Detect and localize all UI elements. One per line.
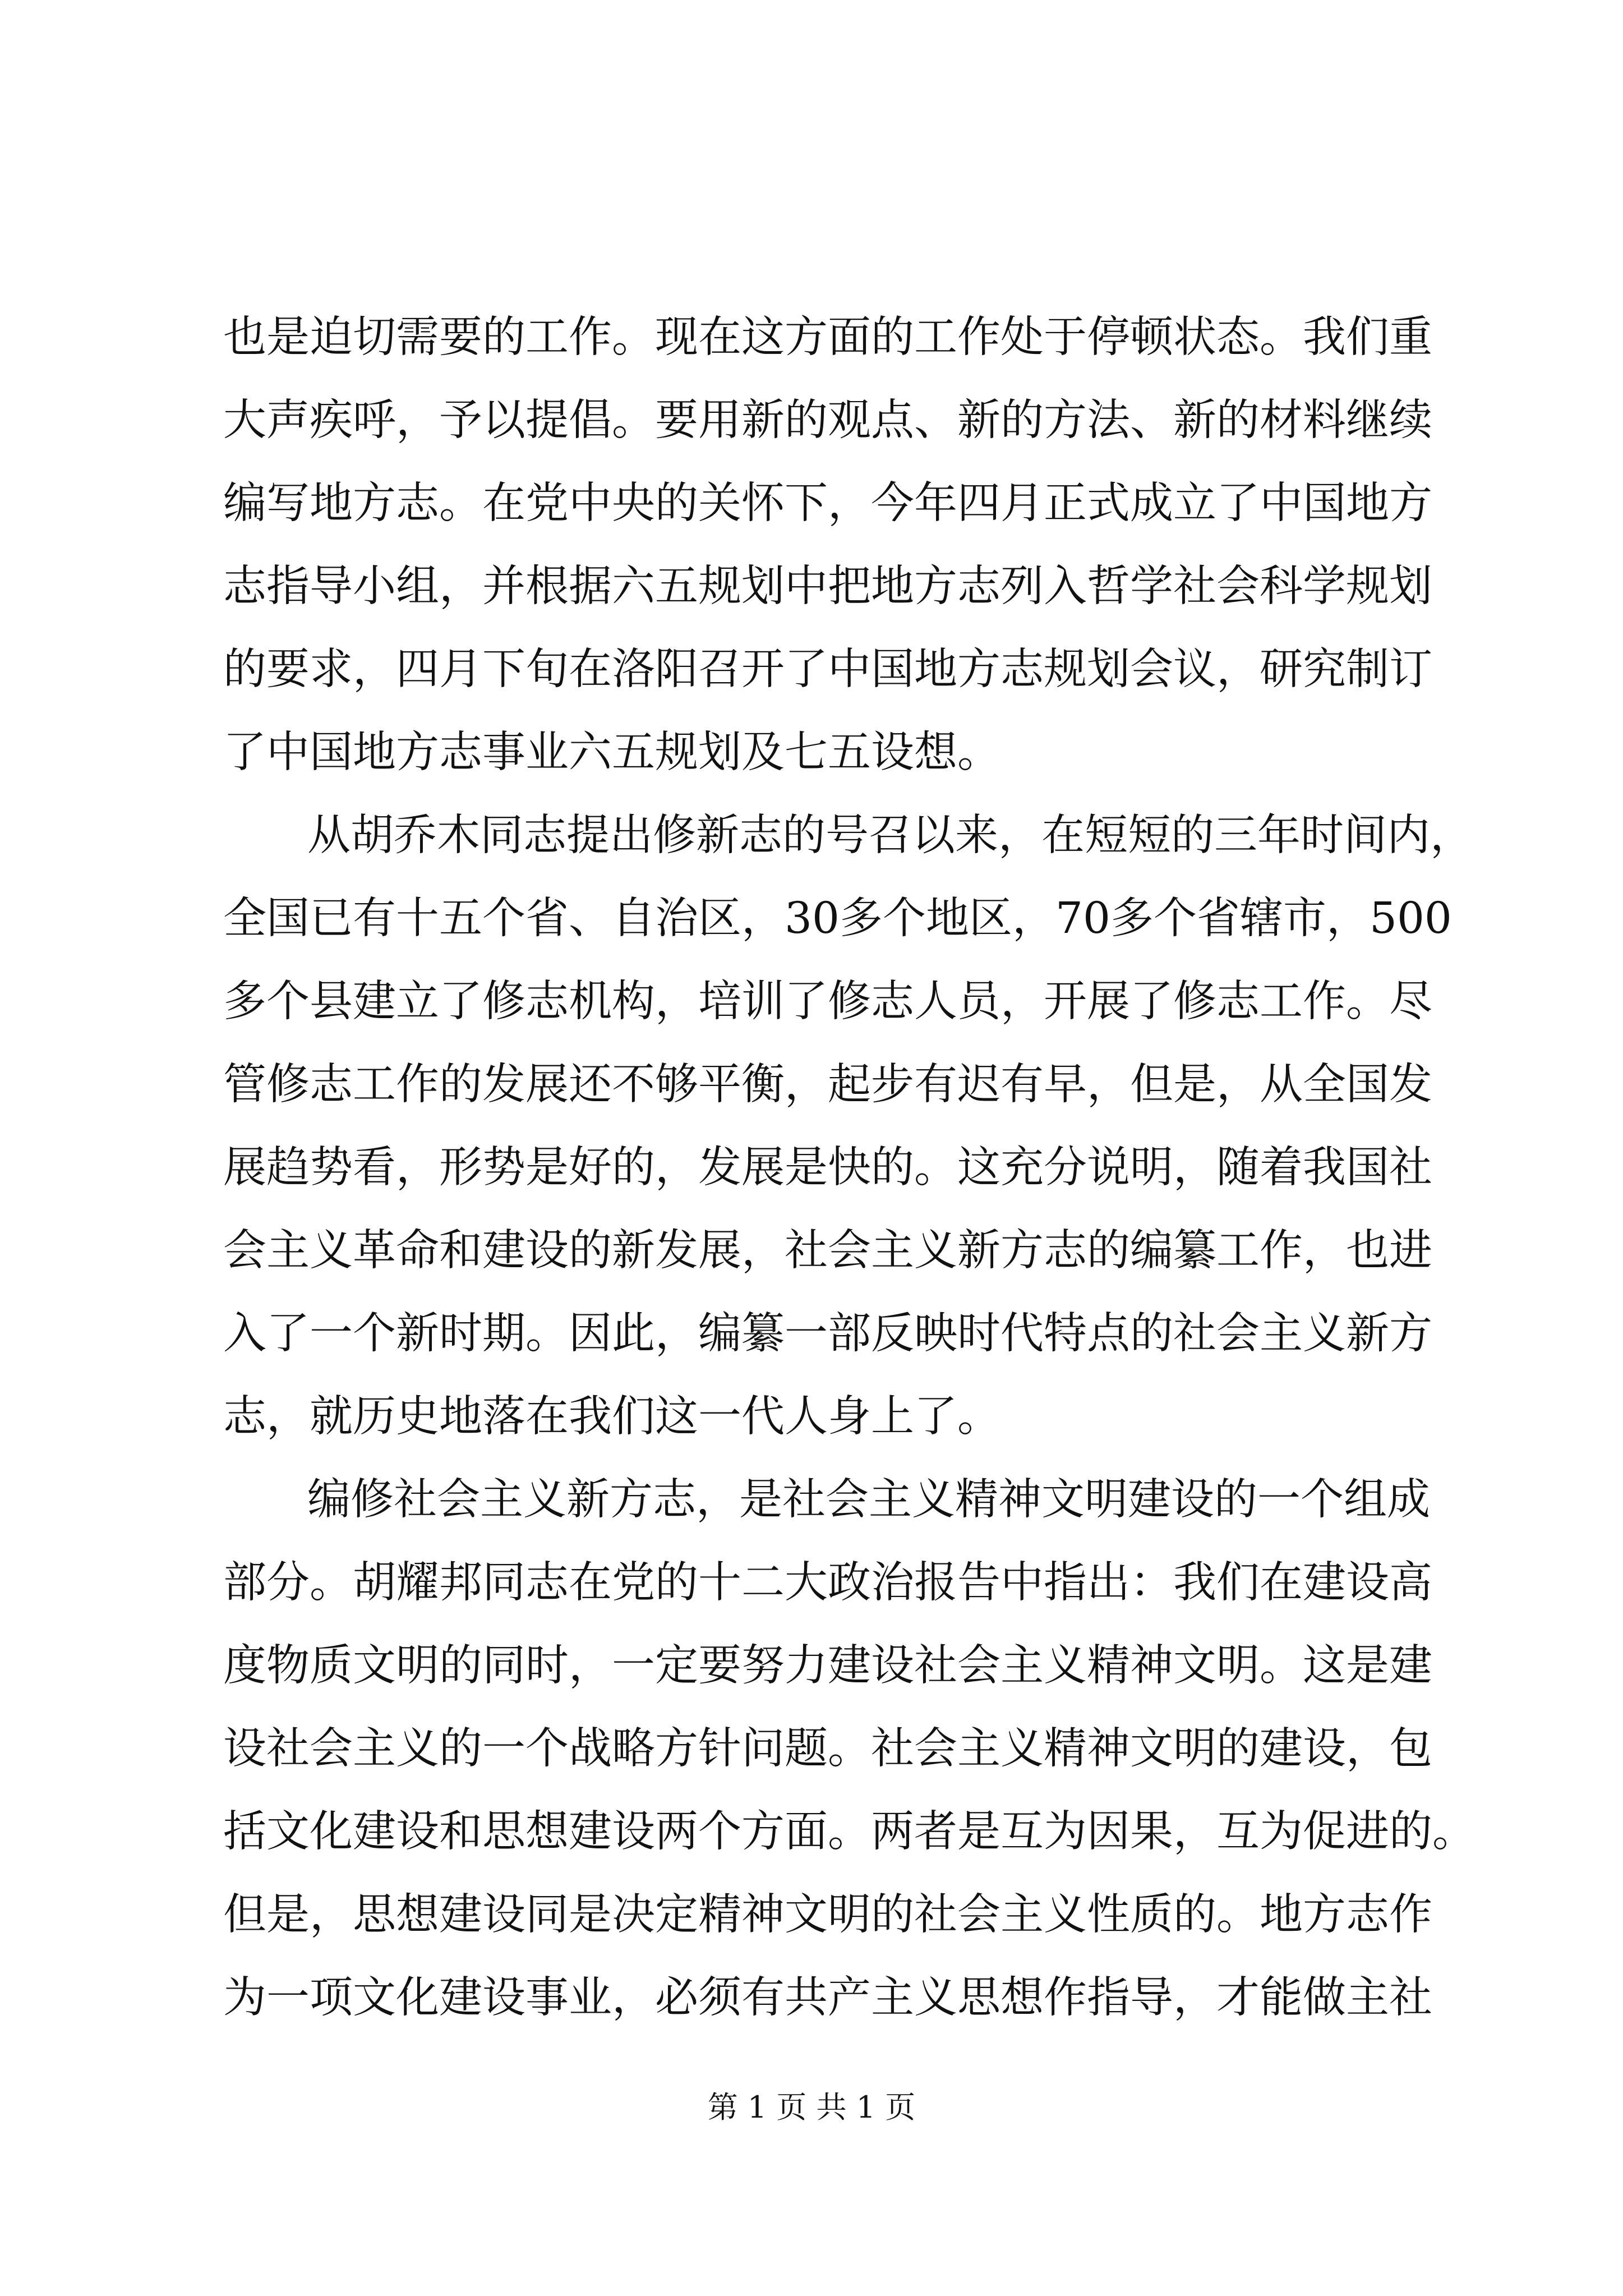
text-line: 管修志工作的发展还不够平衡，起步有迟有早，但是，从全国发 bbox=[223, 1060, 1432, 1110]
page-number-footer: 第 1 页 共 1 页 bbox=[707, 2090, 916, 2125]
text-line: 部分。胡耀邦同志在党的十二大政治报告中指出：我们在建设高 bbox=[223, 1558, 1432, 1608]
text-line: 志，就历史地落在我们这一代人身上了。 bbox=[223, 1392, 1000, 1442]
text-line: 多个县建立了修志机构，培训了修志人员，开展了修志工作。尽 bbox=[223, 977, 1432, 1027]
text-line: 括文化建设和思想建设两个方面。两者是互为因果，互为促进的。 bbox=[223, 1807, 1476, 1857]
document-body bbox=[223, 296, 1476, 2040]
paragraph bbox=[223, 794, 1473, 1458]
text-line: 为一项文化建设事业，必须有共产主义思想作指导，才能做主社 bbox=[223, 1973, 1432, 2023]
text-line: 展趋势看，形势是好的，发展是快的。这充分说明，随着我国社 bbox=[223, 1143, 1432, 1193]
text-line: 编修社会主义新方志，是社会主义精神文明建设的一个组成 bbox=[307, 1475, 1430, 1525]
text-line: 了中国地方志事业六五规划及七五设想。 bbox=[223, 728, 1000, 777]
text-line: 志指导小组，并根据六五规划中把地方志列入哲学社会科学规划 bbox=[223, 562, 1432, 611]
text-line: 度物质文明的同时，一定要努力建设社会主义精神文明。这是建 bbox=[223, 1641, 1432, 1691]
text-line: 大声疾呼，予以提倡。要用新的观点、新的方法、新的材料继续 bbox=[223, 395, 1432, 445]
text-line: 但是，思想建设同是决定精神文明的社会主义性质的。地方志作 bbox=[223, 1890, 1432, 1940]
text-line: 也是迫切需要的工作。现在这方面的工作处于停顿状态。我们重 bbox=[223, 312, 1432, 362]
text-line: 入了一个新时期。因此，编纂一部反映时代特点的社会主义新方 bbox=[223, 1309, 1432, 1359]
text-line: 编写地方志。在党中央的关怀下，今年四月正式成立了中国地方 bbox=[223, 478, 1432, 528]
text-line: 设社会主义的一个战略方针问题。社会主义精神文明的建设，包 bbox=[223, 1724, 1432, 1774]
text-line: 从胡乔木同志提出修新志的号召以来，在短短的三年时间内， bbox=[307, 811, 1473, 861]
text-line: 会主义革命和建设的新发展，社会主义新方志的编纂工作，也进 bbox=[223, 1226, 1432, 1276]
paragraph bbox=[223, 296, 1432, 794]
text-line: 全国已有十五个省、自治区，30多个地区，70多个省辖市，500 bbox=[223, 894, 1452, 944]
text-line: 的要求，四月下旬在洛阳召开了中国地方志规划会议，研究制订 bbox=[223, 645, 1432, 694]
paragraph bbox=[223, 1458, 1476, 2040]
